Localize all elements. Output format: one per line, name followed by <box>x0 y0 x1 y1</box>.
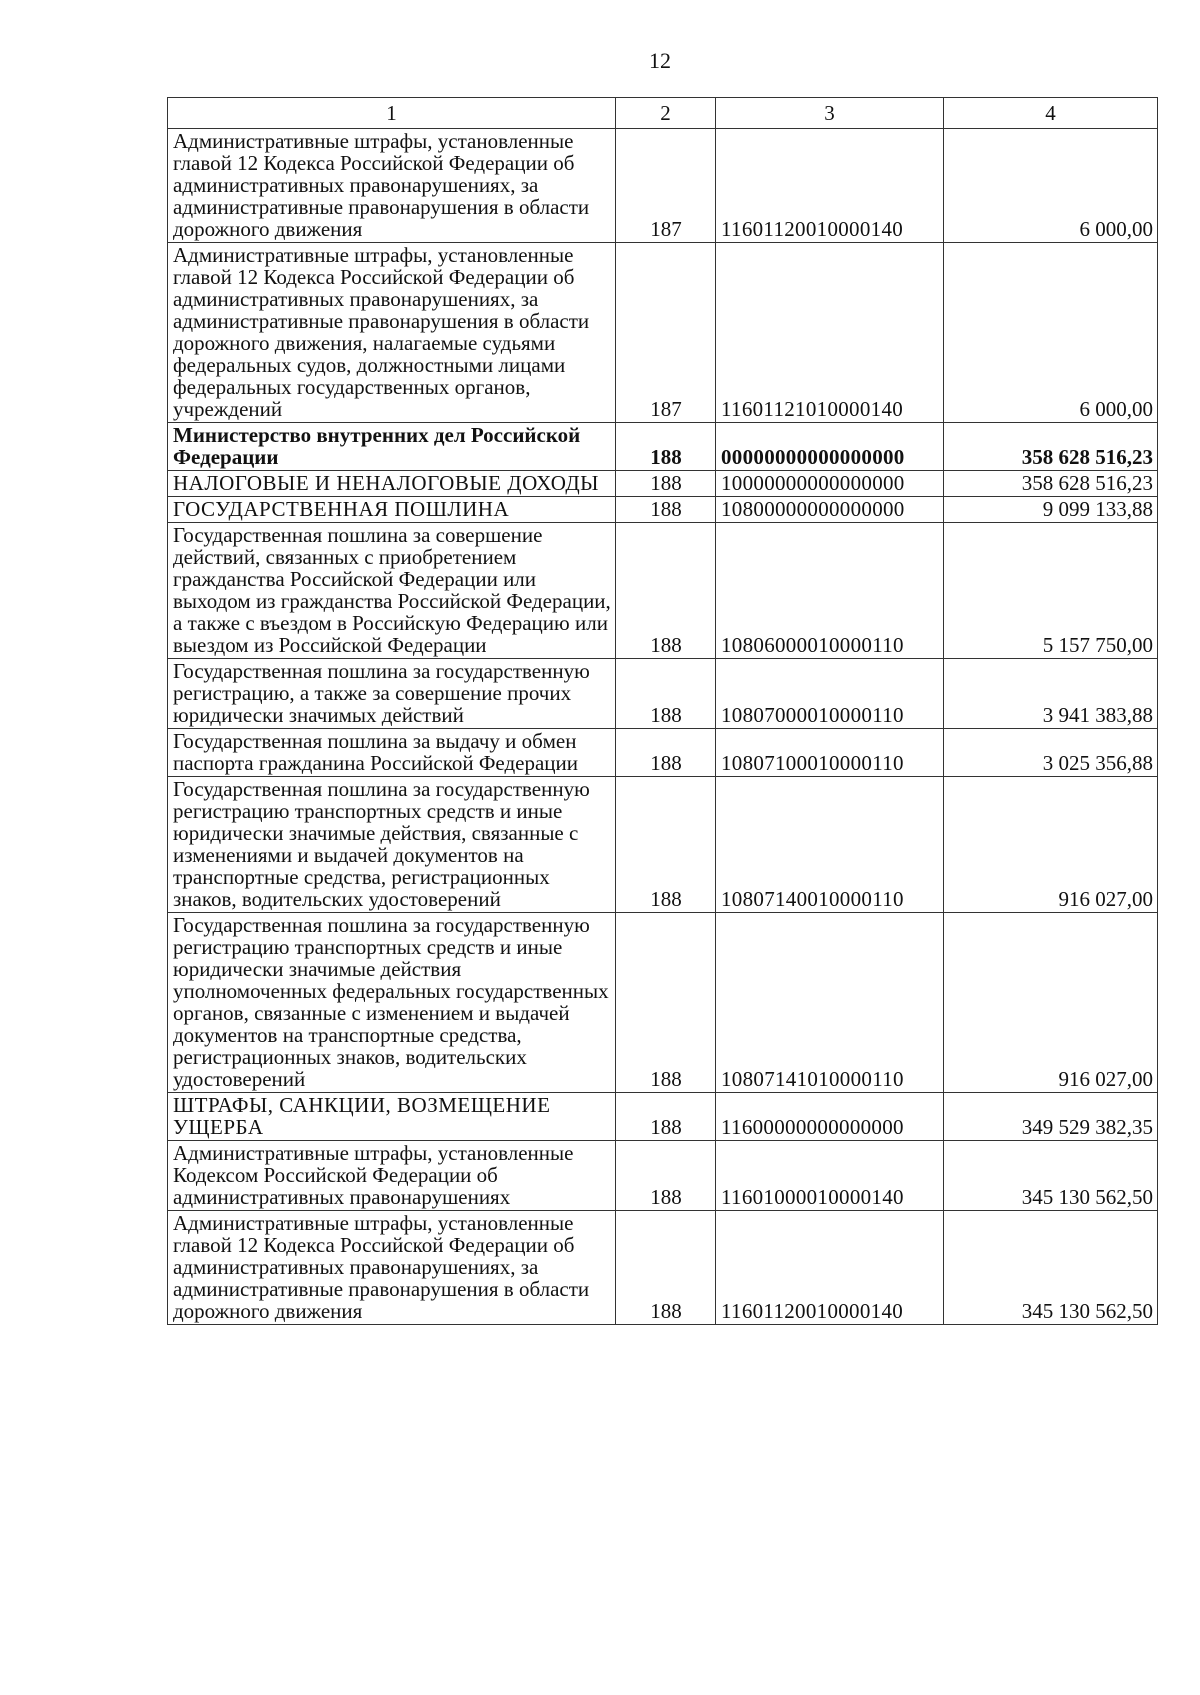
table-row <box>168 1211 1158 1325</box>
row-amount: 358 628 516,23 <box>944 423 1158 471</box>
row-description: Государственная пошлина за государственную регистрацию транспортных средств и иные юридически значимые действия уполномоченных федеральных государственных органов, связанные с изменением и выдачей документов на транспортные средства, регистрационных знаков, водительских удостоверений <box>168 913 616 1093</box>
row-amount: 345 130 562,50 <box>944 1211 1158 1325</box>
row-admin-code: 188 <box>616 913 716 1093</box>
row-admin-code: 188 <box>616 423 716 471</box>
row-budget-code: 11600000000000000 <box>716 1093 944 1141</box>
row-amount: 5 157 750,00 <box>944 523 1158 659</box>
row-budget-code: 10807140010000110 <box>716 777 944 913</box>
row-description: Государственная пошлина за выдачу и обмен паспорта гражданина Российской Федерации <box>168 729 616 777</box>
header-cell-3: 3 <box>716 98 944 129</box>
row-amount: 358 628 516,23 <box>944 471 1158 497</box>
row-budget-code: 10800000000000000 <box>716 497 944 523</box>
row-amount: 9 099 133,88 <box>944 497 1158 523</box>
table-row <box>168 659 1158 729</box>
row-description: Государственная пошлина за совершение действий, связанных с приобретением гражданства Российской Федерации или выходом из гражданства Российской Федерации, а также с въездом в Российскую Федерацию или выездом из Российской Федерации <box>168 523 616 659</box>
table-row <box>168 243 1158 423</box>
row-admin-code: 188 <box>616 777 716 913</box>
row-budget-code: 10000000000000000 <box>716 471 944 497</box>
row-amount: 6 000,00 <box>944 129 1158 243</box>
table-row <box>168 777 1158 913</box>
row-description: Государственная пошлина за государственную регистрацию транспортных средств и иные юридически значимые действия, связанные с изменениями и выдачей документов на транспортные средства, регистрационных знаков, водительских удостоверений <box>168 777 616 913</box>
row-amount: 3 941 383,88 <box>944 659 1158 729</box>
row-budget-code: 11601121010000140 <box>716 243 944 423</box>
row-admin-code: 187 <box>616 243 716 423</box>
row-description: ГОСУДАРСТВЕННАЯ ПОШЛИНА <box>168 497 616 523</box>
row-admin-code: 187 <box>616 129 716 243</box>
row-description: Административные штрафы, установленные главой 12 Кодекса Российской Федерации об административных правонарушениях, за административные правонарушения в области дорожного движения, налагаемые судьями федеральных судов, должностными лицами федеральных государственных органов, учреждений <box>168 243 616 423</box>
table-row <box>168 423 1158 471</box>
table-row <box>168 913 1158 1093</box>
row-amount: 916 027,00 <box>944 913 1158 1093</box>
row-budget-code: 10807141010000110 <box>716 913 944 1093</box>
revenue-table <box>167 97 1158 1325</box>
header-cell-1: 1 <box>168 98 616 129</box>
row-description: ШТРАФЫ, САНКЦИИ, ВОЗМЕЩЕНИЕ УЩЕРБА <box>168 1093 616 1141</box>
row-description: Министерство внутренних дел Российской Федерации <box>168 423 616 471</box>
row-admin-code: 188 <box>616 523 716 659</box>
header-cell-2: 2 <box>616 98 716 129</box>
row-amount: 6 000,00 <box>944 243 1158 423</box>
row-budget-code: 10806000010000110 <box>716 523 944 659</box>
row-admin-code: 188 <box>616 729 716 777</box>
row-budget-code: 11601120010000140 <box>716 1211 944 1325</box>
page-number: 12 <box>649 48 671 73</box>
row-amount: 916 027,00 <box>944 777 1158 913</box>
row-budget-code: 10807000010000110 <box>716 659 944 729</box>
row-admin-code: 188 <box>616 1141 716 1211</box>
row-budget-code: 11601000010000140 <box>716 1141 944 1211</box>
row-admin-code: 188 <box>616 659 716 729</box>
row-description: Государственная пошлина за государственную регистрацию, а также за совершение прочих юридически значимых действий <box>168 659 616 729</box>
row-budget-code: 11601120010000140 <box>716 129 944 243</box>
row-amount: 349 529 382,35 <box>944 1093 1158 1141</box>
row-amount: 345 130 562,50 <box>944 1141 1158 1211</box>
table-row <box>168 1141 1158 1211</box>
row-budget-code: 00000000000000000 <box>716 423 944 471</box>
row-description: НАЛОГОВЫЕ И НЕНАЛОГОВЫЕ ДОХОДЫ <box>168 471 616 497</box>
row-budget-code: 10807100010000110 <box>716 729 944 777</box>
row-admin-code: 188 <box>616 497 716 523</box>
table-row <box>168 1093 1158 1141</box>
row-admin-code: 188 <box>616 1093 716 1141</box>
row-amount: 3 025 356,88 <box>944 729 1158 777</box>
row-admin-code: 188 <box>616 1211 716 1325</box>
table-header-row <box>168 98 1158 129</box>
row-description: Административные штрафы, установленные главой 12 Кодекса Российской Федерации об административных правонарушениях, за административные правонарушения в области дорожного движения <box>168 1211 616 1325</box>
row-description: Административные штрафы, установленные Кодексом Российской Федерации об административных правонарушениях <box>168 1141 616 1211</box>
header-cell-4: 4 <box>944 98 1158 129</box>
table-row <box>168 497 1158 523</box>
table-row <box>168 523 1158 659</box>
table-row <box>168 471 1158 497</box>
row-admin-code: 188 <box>616 471 716 497</box>
table-row <box>168 129 1158 243</box>
row-description: Административные штрафы, установленные главой 12 Кодекса Российской Федерации об административных правонарушениях, за административные правонарушения в области дорожного движения <box>168 129 616 243</box>
table-row <box>168 729 1158 777</box>
